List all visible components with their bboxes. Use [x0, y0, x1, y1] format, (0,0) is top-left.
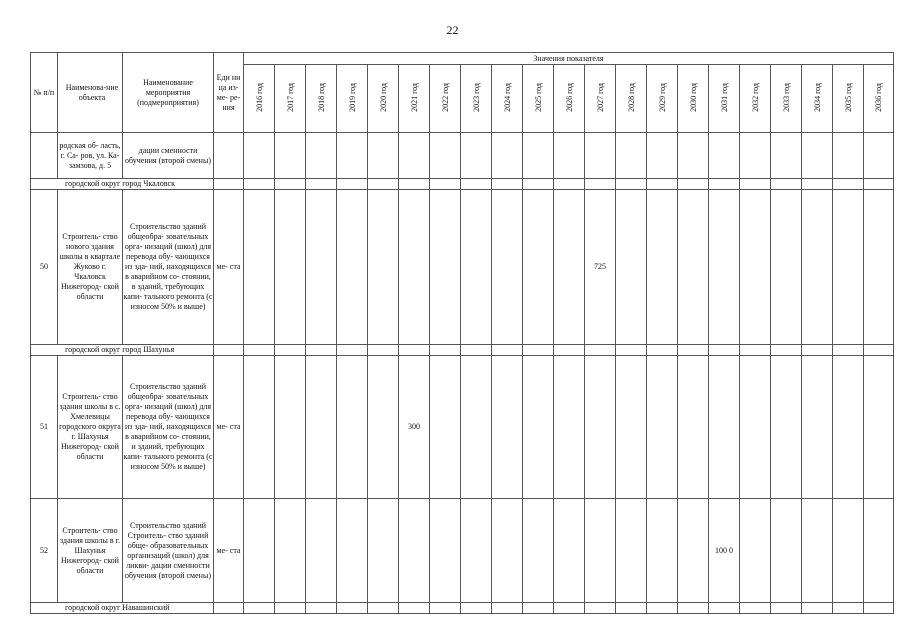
- value-cell: [864, 499, 894, 603]
- year-label: 2031 год: [719, 82, 729, 112]
- value-cell: [523, 345, 554, 356]
- value-cell: [275, 603, 306, 614]
- value-cell: [306, 356, 337, 499]
- table-row: [31, 499, 894, 603]
- value-cell: [430, 499, 461, 603]
- page-number: 22: [446, 23, 459, 37]
- value-cell: [399, 190, 430, 345]
- value-cell: [430, 345, 461, 356]
- event-cell: Строительство зданий Строитель- ство зданий обще- образовательных организаций (школ) для ликви- дации сменности обучения (второй смены): [123, 499, 214, 603]
- value-cell: [554, 603, 585, 614]
- year-label: 2035 год: [843, 82, 853, 112]
- value-cell: [802, 179, 833, 190]
- value-cell: [430, 356, 461, 499]
- unit-cell: ме- ста: [214, 499, 244, 603]
- object-cell: Строитель- ство здания школы в г. Шахунья Нижегород- ской области: [58, 499, 123, 603]
- value-cell: [678, 190, 709, 345]
- value-cell: [461, 190, 492, 345]
- continuation-row: [31, 133, 894, 179]
- num-cell: [31, 133, 58, 179]
- value-cell: [461, 356, 492, 499]
- value-cell: [306, 603, 337, 614]
- value-cell: [399, 499, 430, 603]
- year-header: [709, 65, 740, 133]
- group-title: городской округ Навашинский: [31, 603, 214, 614]
- num-cell: 50: [31, 190, 58, 345]
- value-cell: [554, 356, 585, 499]
- value-cell: [740, 133, 771, 179]
- value-cell: [864, 133, 894, 179]
- year-label: 2026 год: [564, 82, 574, 112]
- group-row: [31, 345, 894, 356]
- value-cell: [461, 603, 492, 614]
- year-label: 2022 год: [440, 82, 450, 112]
- event-cell: дации сменности обучения (второй смены): [123, 133, 214, 179]
- value-cell: [802, 603, 833, 614]
- value-cell: [678, 179, 709, 190]
- value-cell: [275, 356, 306, 499]
- value-cell: [244, 133, 275, 179]
- value-cell: [833, 179, 864, 190]
- value-cell: [678, 499, 709, 603]
- value-cell: [802, 133, 833, 179]
- year-header: [244, 65, 275, 133]
- value-cell: [368, 603, 399, 614]
- value-cell: [275, 133, 306, 179]
- value-cell: [771, 356, 802, 499]
- value-cell: [368, 179, 399, 190]
- value-cell: [523, 179, 554, 190]
- unit-cell: [214, 345, 244, 356]
- year-label: 2032 год: [750, 82, 760, 112]
- value-cell: [647, 133, 678, 179]
- value-cell: [275, 345, 306, 356]
- value-cell: [833, 345, 864, 356]
- year-label: 2033 год: [781, 82, 791, 112]
- year-header: [554, 65, 585, 133]
- value-cell: [709, 345, 740, 356]
- value-cell: 100 0: [709, 499, 740, 603]
- table-row: [31, 190, 894, 345]
- year-label: 2020 год: [378, 82, 388, 112]
- year-header: [678, 65, 709, 133]
- year-label: 2036 год: [874, 82, 883, 112]
- header-values-title: Значения показателя: [244, 53, 894, 65]
- value-cell: [523, 356, 554, 499]
- unit-cell: ме- ста: [214, 356, 244, 499]
- value-cell: [740, 356, 771, 499]
- value-cell: [337, 603, 368, 614]
- value-cell: [616, 133, 647, 179]
- event-cell: Строительство зданий общеобра- зовательных орга- низаций (школ) для перевода обу- чающихся из зда- ний, находящихся в аварийном со- стоянии, в зданий, требующих капи- тального ремонта (с износом 50% и выше): [123, 190, 214, 345]
- unit-cell: [214, 133, 244, 179]
- value-cell: [337, 190, 368, 345]
- value-cell: [771, 133, 802, 179]
- object-cell: Строитель- ство здания школы в с. Хмелевицы городского округа г. Шахунья Нижегород- ской области: [58, 356, 123, 499]
- year-header: [430, 65, 461, 133]
- year-label: 2028 год: [626, 82, 636, 112]
- year-header: [647, 65, 678, 133]
- year-label: 2023 год: [471, 82, 481, 112]
- value-cell: [616, 603, 647, 614]
- group-title: городской округ город Шахунья: [31, 345, 214, 356]
- value-cell: [647, 356, 678, 499]
- table-body: [31, 133, 894, 614]
- value-cell: [585, 179, 616, 190]
- value-cell: [647, 190, 678, 345]
- value-cell: [647, 499, 678, 603]
- value-cell: [275, 179, 306, 190]
- value-cell: [616, 179, 647, 190]
- value-cell: [523, 133, 554, 179]
- value-cell: [399, 133, 430, 179]
- year-label: 2019 год: [347, 82, 357, 112]
- value-cell: [368, 133, 399, 179]
- table-row: [31, 356, 894, 499]
- value-cell: [709, 179, 740, 190]
- value-cell: [244, 345, 275, 356]
- value-cell: [740, 190, 771, 345]
- value-cell: [523, 499, 554, 603]
- value-cell: [802, 345, 833, 356]
- value-cell: [585, 603, 616, 614]
- value-cell: [461, 133, 492, 179]
- object-cell: Строитель- ство нового здания школы в квартале Жуково г. Чкаловск Нижегород- ской области: [58, 190, 123, 345]
- num-cell: 52: [31, 499, 58, 603]
- value-cell: [585, 133, 616, 179]
- year-header: [585, 65, 616, 133]
- value-cell: [709, 356, 740, 499]
- value-cell: [771, 179, 802, 190]
- value-cell: [244, 190, 275, 345]
- year-label: 2024 год: [502, 82, 512, 112]
- value-cell: [647, 345, 678, 356]
- value-cell: [430, 190, 461, 345]
- group-row: [31, 179, 894, 190]
- value-cell: [616, 345, 647, 356]
- value-cell: [709, 603, 740, 614]
- value-cell: 300: [399, 356, 430, 499]
- value-cell: [864, 179, 894, 190]
- year-label: 2027 год: [595, 82, 605, 112]
- value-cell: [616, 356, 647, 499]
- year-label: 2025 год: [533, 82, 543, 112]
- unit-cell: [214, 179, 244, 190]
- value-cell: [864, 356, 894, 499]
- value-cell: [833, 133, 864, 179]
- value-cell: [771, 190, 802, 345]
- value-cell: [864, 190, 894, 345]
- value-cell: [616, 190, 647, 345]
- value-cell: [492, 499, 523, 603]
- value-cell: [554, 499, 585, 603]
- year-label: 2017 год: [285, 82, 295, 112]
- value-cell: [678, 133, 709, 179]
- value-cell: [244, 603, 275, 614]
- value-cell: [399, 179, 430, 190]
- value-cell: [275, 190, 306, 345]
- value-cell: [740, 345, 771, 356]
- value-cell: [740, 603, 771, 614]
- value-cell: [771, 603, 802, 614]
- value-cell: [430, 603, 461, 614]
- year-header: [833, 65, 864, 133]
- value-cell: [492, 603, 523, 614]
- year-label: 2029 год: [657, 82, 667, 112]
- value-cell: [740, 499, 771, 603]
- value-cell: [461, 345, 492, 356]
- value-cell: 725: [585, 190, 616, 345]
- value-cell: [802, 356, 833, 499]
- value-cell: [864, 345, 894, 356]
- value-cell: [337, 133, 368, 179]
- year-header: [771, 65, 802, 133]
- header-object: Наименова-ние объекта: [58, 53, 123, 133]
- group-row: [31, 603, 894, 614]
- header-unit: Еди ни ца из- ме- ре- ния: [214, 53, 244, 133]
- value-cell: [492, 345, 523, 356]
- unit-cell: ме- ста: [214, 190, 244, 345]
- num-cell: 51: [31, 356, 58, 499]
- year-label: 2021 год: [409, 82, 419, 112]
- value-cell: [647, 179, 678, 190]
- value-cell: [771, 499, 802, 603]
- value-cell: [368, 356, 399, 499]
- value-cell: [399, 345, 430, 356]
- value-cell: [833, 499, 864, 603]
- value-cell: [337, 356, 368, 499]
- value-cell: [802, 499, 833, 603]
- year-header: [802, 65, 833, 133]
- value-cell: [461, 499, 492, 603]
- value-cell: [368, 345, 399, 356]
- indicator-table: [30, 52, 894, 614]
- value-cell: [523, 603, 554, 614]
- value-cell: [523, 190, 554, 345]
- year-header: [337, 65, 368, 133]
- value-cell: [709, 133, 740, 179]
- value-cell: [833, 356, 864, 499]
- year-header: [368, 65, 399, 133]
- year-header: [461, 65, 492, 133]
- year-header: [492, 65, 523, 133]
- object-cell: родская об- ласть, г. Са- ров, ул. Ка- замзова, д. 5: [58, 133, 123, 179]
- value-cell: [275, 499, 306, 603]
- unit-cell: [214, 603, 244, 614]
- year-header: [740, 65, 771, 133]
- year-label: 2016 год: [254, 82, 264, 112]
- value-cell: [430, 179, 461, 190]
- year-header: [616, 65, 647, 133]
- value-cell: [306, 190, 337, 345]
- year-header: [306, 65, 337, 133]
- value-cell: [678, 356, 709, 499]
- value-cell: [833, 190, 864, 345]
- value-cell: [306, 499, 337, 603]
- value-cell: [399, 603, 430, 614]
- value-cell: [554, 179, 585, 190]
- value-cell: [461, 179, 492, 190]
- value-cell: [740, 179, 771, 190]
- value-cell: [554, 345, 585, 356]
- value-cell: [678, 603, 709, 614]
- value-cell: [306, 179, 337, 190]
- value-cell: [585, 499, 616, 603]
- value-cell: [678, 345, 709, 356]
- value-cell: [492, 356, 523, 499]
- value-cell: [368, 499, 399, 603]
- value-cell: [833, 603, 864, 614]
- year-header: [275, 65, 306, 133]
- value-cell: [337, 345, 368, 356]
- value-cell: [709, 190, 740, 345]
- value-cell: [337, 179, 368, 190]
- year-label: 2034 год: [812, 82, 822, 112]
- value-cell: [244, 356, 275, 499]
- value-cell: [616, 499, 647, 603]
- header-event: Наименование мероприятия (подмероприятия): [123, 53, 214, 133]
- value-cell: [306, 345, 337, 356]
- year-label: 2030 год: [688, 82, 698, 112]
- header-row-top: [31, 53, 894, 65]
- value-cell: [554, 133, 585, 179]
- group-title: городской округ город Чкаловск: [31, 179, 214, 190]
- value-cell: [430, 133, 461, 179]
- year-header: [864, 65, 894, 133]
- value-cell: [368, 190, 399, 345]
- value-cell: [647, 603, 678, 614]
- value-cell: [492, 179, 523, 190]
- value-cell: [492, 133, 523, 179]
- value-cell: [585, 345, 616, 356]
- year-label: 2018 год: [316, 82, 326, 112]
- value-cell: [771, 345, 802, 356]
- event-cell: Строительство зданий общеобра- зовательных орга- низаций (школ) для перевода обу- чающихся из зда- ний, находящихся в аварийном со- стоянии, и зданий, требующих капи- тального ремонта (с износом 50% и выше): [123, 356, 214, 499]
- value-cell: [337, 499, 368, 603]
- value-cell: [306, 133, 337, 179]
- value-cell: [802, 190, 833, 345]
- year-header: [399, 65, 430, 133]
- header-num: № п/п: [31, 53, 58, 133]
- value-cell: [244, 499, 275, 603]
- value-cell: [492, 190, 523, 345]
- value-cell: [864, 603, 894, 614]
- year-header: [523, 65, 554, 133]
- value-cell: [554, 190, 585, 345]
- value-cell: [244, 179, 275, 190]
- value-cell: [585, 356, 616, 499]
